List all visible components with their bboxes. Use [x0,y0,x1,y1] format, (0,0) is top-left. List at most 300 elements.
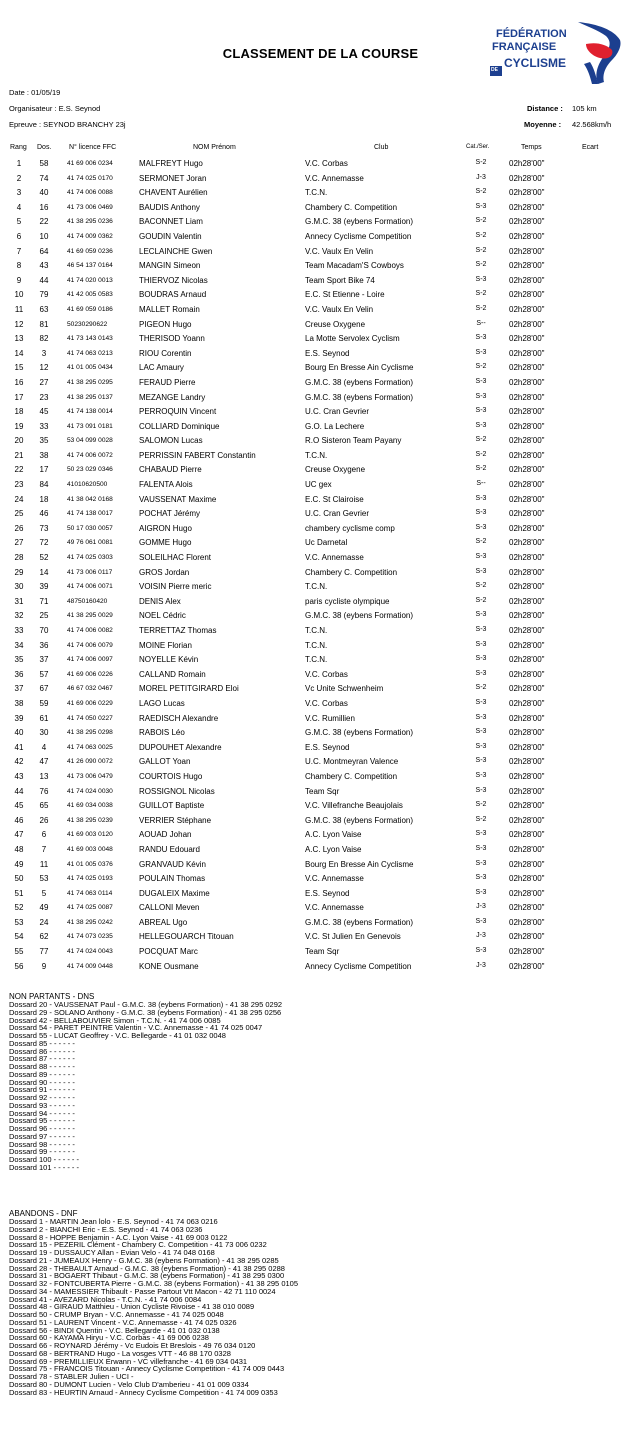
licence-cell: 41 01 005 0434 [67,364,113,372]
rank-cell: 30 [14,582,24,592]
category-cell: S-3 [475,377,487,385]
dnf-line: Dossard 56 - BINDI Quentin - V.C. Bellegarde - 41 01 032 0138 [9,1325,220,1335]
dns-line: Dossard 55 - LUCAT Geoffrey - V.C. Bellegarde - 41 01 032 0048 [9,1031,226,1040]
bib-cell: 67 [39,684,49,694]
category-cell: S-3 [475,392,487,400]
table-row [0,391,641,406]
rank-cell: 4 [16,202,22,212]
club-cell: V.C. Annemasse [305,553,364,563]
club-cell: Annecy Cyclisme Competition [305,231,412,241]
time-cell: 02h28'00" [509,290,545,300]
rank-cell: 17 [14,392,24,402]
bib-cell: 11 [39,859,49,869]
rank-cell: 44 [14,786,24,796]
rider-name-cell: GALLOT Yoan [139,757,191,767]
table-row [0,682,641,697]
category-cell: S-3 [475,859,487,867]
race-event: Epreuve : SEYNOD BRANCHY 23j [9,120,126,129]
dns-line: Dossard 94 - - - - - - [9,1108,75,1118]
rank-cell: 13 [14,334,24,344]
category-cell: S-3 [475,917,487,925]
dns-line: Dossard 85 - - - - - - [9,1038,75,1048]
rank-cell: 54 [14,932,24,942]
rider-name-cell: SALOMON Lucas [139,436,203,446]
col-rang: Rang [10,144,27,151]
club-cell: Creuse Oxygene [305,319,366,329]
licence-cell: 41 74 063 0025 [67,743,113,751]
club-cell: G.M.C. 38 (eybens Formation) [305,728,414,738]
table-row [0,930,641,945]
category-cell: S-3 [475,669,487,677]
dnf-line: Dossard 60 - KAYAMA Hiryu - V.C. Corbas - 41 69 006 0238 [9,1333,209,1343]
bib-cell: 52 [39,553,49,563]
dns-line: Dossard 90 - - - - - - [9,1077,75,1087]
table-row [0,755,641,770]
licence-cell: 41 74 025 0170 [67,174,113,182]
table-row [0,887,641,902]
col-nom: NOM Prénom [193,144,236,151]
time-cell: 02h28'00" [509,275,545,285]
rider-name-cell: MALLET Romain [139,304,200,314]
rank-cell: 55 [14,947,24,957]
club-cell: G.M.C. 38 (eybens Formation) [305,815,414,825]
licence-cell: 48750160420 [67,597,108,605]
category-cell: S-3 [475,509,487,517]
table-row [0,843,641,858]
licence-cell: 41 69 003 0120 [67,831,113,839]
bib-cell: 74 [39,173,49,183]
bib-cell: 81 [39,319,49,329]
rank-cell: 3 [16,188,22,198]
dns-line: Dossard 101 - - - - - - [9,1162,80,1172]
rank-cell: 35 [14,655,24,665]
rider-name-cell: BOUDRAS Arnaud [139,290,207,300]
table-row [0,507,641,522]
table-row [0,201,641,216]
rank-cell: 39 [14,713,24,723]
licence-cell: 50 17 030 0057 [67,524,113,532]
rider-name-cell: MEZANGE Landry [139,392,206,402]
rank-cell: 18 [14,407,24,417]
rider-name-cell: POULAIN Thomas [139,874,206,884]
licence-cell: 41010620500 [67,481,108,489]
table-row [0,551,641,566]
rider-name-cell: ROSSIGNOL Nicolas [139,786,215,796]
rider-name-cell: VOISIN Pierre meric [139,582,212,592]
bib-cell: 47 [39,757,49,767]
dns-line: Dossard 20 - VAUSSENAT Paul - G.M.C. 38 (eybens Formation) - 41 38 295 0292 [9,1000,283,1009]
rider-name-cell: GROS Jordan [139,567,190,577]
rider-name-cell: CALLONI Meven [139,903,200,913]
bib-cell: 40 [39,188,49,198]
time-cell: 02h28'00" [509,436,545,446]
rank-cell: 22 [14,465,24,475]
rank-cell: 6 [16,231,22,241]
category-cell: S-3 [475,348,487,356]
time-cell: 02h28'00" [509,932,545,942]
dns-line: Dossard 95 - - - - - - [9,1116,75,1126]
time-cell: 02h28'00" [509,494,545,504]
logo-line-1: FÉDÉRATION [496,28,567,40]
moyenne-value: 42.568km/h [572,120,612,129]
time-cell: 02h28'00" [509,698,545,708]
rider-name-cell: BACONNET Liam [139,217,203,227]
club-cell: Chambery C. Competition [305,771,398,781]
club-cell: U.C. Montmeyran Valence [305,757,399,767]
rider-name-cell: LAGO Lucas [139,698,185,708]
dnf-line: Dossard 75 - FRANCOIS Titouan - Annecy Cyclisme Competition - 41 74 009 0443 [9,1364,285,1374]
bib-cell: 35 [39,436,49,446]
bib-cell: 62 [39,932,49,942]
dnf-section [9,1209,298,1396]
time-cell: 02h28'00" [509,626,545,635]
rider-name-cell: VAUSSENAT Maxime [139,494,217,504]
rank-cell: 42 [14,757,24,767]
bib-cell: 45 [39,407,49,417]
club-cell: V.C. Annemasse [305,173,364,183]
bib-cell: 71 [39,596,49,606]
table-row [0,172,641,187]
licence-cell: 41 69 006 0234 [67,160,113,167]
bib-cell: 63 [39,304,49,314]
table-row [0,814,641,829]
rider-name-cell: CALLAND Romain [139,669,206,679]
rider-name-cell: RIOU Corentin [139,348,192,358]
bib-cell: 23 [39,392,49,402]
rider-name-cell: RANDU Edouard [139,844,200,854]
dnf-line: Dossard 2 - BIANCHI Eric - E.S. Seynod - 41 74 063 0236 [9,1224,203,1234]
table-row [0,726,641,741]
logo-line-2: FRANÇAISE [492,41,557,53]
category-cell: S-2 [475,596,487,604]
time-cell: 02h28'00" [509,655,545,665]
licence-cell: 41 73 006 0469 [67,203,113,211]
bib-cell: 39 [39,582,49,592]
dns-line: Dossard 29 - SOLANO Anthony - G.M.C. 38 (eybens Formation) - 41 38 295 0256 [9,1007,282,1017]
category-cell: S-3 [475,742,487,750]
bib-cell: 65 [39,801,49,811]
category-cell: S-3 [475,728,487,736]
bib-cell: 33 [39,421,49,431]
category-cell: S-- [476,480,486,488]
dns-line: Dossard 99 - - - - - - [9,1147,75,1157]
rider-name-cell: AOUAD Johan [139,830,192,840]
time-cell: 02h28'00" [509,304,545,314]
rank-cell: 2 [16,173,22,183]
club-cell: R.O Sisteron Team Payany [305,436,402,446]
table-row [0,697,641,712]
club-cell: E.C. St Clairoise [305,494,364,504]
table-row [0,566,641,581]
bib-cell: 30 [39,728,49,738]
club-cell: paris cycliste olympique [305,596,390,606]
time-cell: 02h28'00" [509,567,545,577]
rider-name-cell: GOUDIN Valentin [139,231,202,241]
table-row [0,361,641,376]
licence-cell: 41 38 295 0236 [67,218,113,226]
table-row [0,580,641,595]
time-cell: 02h28'00" [509,728,545,738]
club-cell: T.C.N. [305,188,328,198]
rider-name-cell: THERISOD Yoann [139,334,205,344]
rank-cell: 12 [14,319,24,329]
time-cell: 02h28'00" [509,771,545,781]
club-cell: V.C. St Julien En Genevois [305,932,401,942]
time-cell: 02h28'00" [509,801,545,811]
rank-cell: 38 [14,698,24,708]
time-cell: 02h28'00" [509,188,545,198]
bib-cell: 49 [39,903,49,913]
club-cell: UC gex [305,480,332,490]
rider-name-cell: NOEL Cédric [139,611,186,621]
bib-cell: 38 [39,450,49,460]
bib-cell: 82 [39,334,49,344]
club-cell: U.C. Cran Gevrier [305,407,370,417]
rider-name-cell: FALENTA Alois [139,480,193,490]
rider-name-cell: GRANVAUD Kévin [139,859,206,869]
category-cell: S-2 [475,465,487,473]
rider-name-cell: NOYELLE Kévin [139,655,199,665]
category-cell: S-- [476,319,486,327]
licence-cell: 41 69 059 0186 [67,305,113,313]
category-cell: S-2 [475,231,487,239]
licence-cell: 41 74 006 0079 [67,641,113,649]
licence-cell: 50 23 029 0346 [67,466,113,474]
rank-cell: 36 [14,669,24,679]
time-cell: 02h28'00" [509,669,545,679]
rank-cell: 43 [14,771,24,781]
dns-line: Dossard 87 - - - - - - [9,1054,75,1064]
table-row [0,332,641,347]
bib-cell: 70 [39,626,49,635]
table-row [0,872,641,887]
col-ecart: Ecart [582,144,599,151]
time-cell: 02h28'00" [509,348,545,358]
licence-cell: 41 74 050 0227 [67,714,113,722]
rider-name-cell: DENIS Alex [139,596,181,606]
category-cell: S-3 [475,334,487,342]
table-row [0,434,641,449]
time-cell: 02h28'00" [509,217,545,227]
col-cat: Cat./Ser. [466,144,490,150]
table-row [0,522,641,537]
category-cell: S-3 [475,698,487,706]
moyenne-label: Moyenne : [524,120,562,129]
category-cell: S-3 [475,888,487,896]
category-cell: S-2 [475,290,487,298]
table-row [0,536,641,551]
licence-cell: 41 38 295 0242 [67,918,113,926]
race-date: Date : 01/05/19 [9,88,61,97]
dnf-line: Dossard 31 - BOGAERT Thibaut - G.M.C. 38 (eybens Formation) - 41 38 295 0300 [9,1271,285,1281]
rider-name-cell: AIGRON Hugo [139,523,192,533]
club-cell: V.C. Corbas [305,159,348,168]
page-title: CLASSEMENT DE LA COURSE [222,46,419,61]
licence-cell: 46 54 137 0164 [67,262,113,270]
table-row [0,609,641,624]
time-cell: 02h28'00" [509,888,545,898]
table-row [0,960,641,975]
licence-cell: 41 74 025 0303 [67,554,113,562]
time-cell: 02h28'00" [509,684,545,694]
dns-title: NON PARTANTS - DNS [9,992,95,1001]
rider-name-cell: HELLEGOUARCH Titouan [139,932,234,942]
rider-name-cell: LAC Amaury [139,363,184,373]
table-row [0,712,641,727]
dns-section [9,992,282,1172]
time-cell: 02h28'00" [509,509,545,519]
rank-cell: 23 [14,480,24,490]
results-table [0,157,641,974]
licence-cell: 41 74 138 0014 [67,408,113,416]
club-cell: V.C. Villefranche Beaujolais [305,801,403,811]
time-cell: 02h28'00" [509,713,545,723]
licence-cell: 41 74 009 0448 [67,962,113,970]
rank-cell: 53 [14,917,24,927]
bib-cell: 7 [41,844,47,854]
time-cell: 02h28'00" [509,874,545,884]
rider-name-cell: FERAUD Pierre [139,377,196,387]
category-cell: S-2 [475,582,487,590]
bib-cell: 13 [39,771,49,781]
bib-cell: 79 [39,290,49,300]
table-row [0,245,641,260]
bib-cell: 3 [41,348,47,358]
dns-line: Dossard 100 - - - - - - [9,1155,80,1164]
rider-name-cell: GOMME Hugo [139,538,192,548]
table-row [0,595,641,610]
club-cell: Team Sqr [305,947,340,957]
rank-cell: 10 [14,290,24,300]
rider-name-cell: BAUDIS Anthony [139,202,200,212]
bib-cell: 84 [39,480,49,490]
bib-cell: 44 [39,275,49,285]
licence-cell: 41 69 006 0229 [67,699,113,707]
rank-cell: 25 [14,509,24,519]
col-club: Club [374,144,389,151]
dns-line: Dossard 97 - - - - - - [9,1131,75,1141]
club-cell: V.C. Corbas [305,669,348,679]
category-cell: S-2 [475,436,487,444]
logo-de: DE [491,67,498,73]
club-cell: T.C.N. [305,626,328,635]
club-cell: T.C.N. [305,450,328,460]
club-cell: G.M.C. 38 (eybens Formation) [305,917,414,927]
licence-cell: 46 67 032 0467 [67,685,113,693]
licence-cell: 41 73 006 0117 [67,568,113,576]
club-cell: V.C. Rumillien [305,713,355,723]
rank-cell: 41 [14,742,24,752]
bib-cell: 73 [39,523,49,533]
table-row [0,916,641,931]
rank-cell: 32 [14,611,24,621]
club-cell: V.C. Annemasse [305,874,364,884]
category-cell: S-3 [475,523,487,531]
licence-cell: 41 74 138 0017 [67,510,113,518]
bib-cell: 4 [41,742,47,752]
category-cell: S-3 [475,771,487,779]
category-cell: S-2 [475,801,487,809]
rank-cell: 11 [14,304,24,314]
rider-name-cell: LECLAINCHE Gwen [139,246,213,256]
time-cell: 02h28'00" [509,261,545,271]
table-row [0,215,641,230]
club-cell: V.C. Corbas [305,698,348,708]
bib-cell: 36 [39,640,49,650]
bib-cell: 24 [39,917,49,927]
distance-label: Distance : [527,104,563,113]
dns-line: Dossard 89 - - - - - - [9,1069,75,1079]
rider-name-cell: COURTOIS Hugo [139,771,203,781]
dnf-line: Dossard 21 - JUMEAUX Henry - G.M.C. 38 (eybens Formation) - 41 38 295 0285 [9,1255,279,1265]
logo-line-3: CYCLISME [504,56,567,70]
time-cell: 02h28'00" [509,538,545,548]
club-cell: T.C.N. [305,640,328,650]
rank-cell: 37 [14,684,24,694]
club-cell: A.C. Lyon Vaise [305,830,362,840]
club-cell: E.S. Seynod [305,888,350,898]
time-cell: 02h28'00" [509,202,545,212]
category-cell: S-3 [475,786,487,794]
category-cell: S-2 [475,363,487,371]
table-row [0,770,641,785]
time-cell: 02h28'00" [509,830,545,840]
rider-name-cell: MANGIN Simeon [139,261,201,271]
club-cell: V.C. Annemasse [305,903,364,913]
licence-cell: 50230290622 [67,320,108,328]
distance-value: 105 km [572,104,597,113]
licence-cell: 41 74 006 0097 [67,656,113,664]
table-row [0,653,641,668]
dnf-line: Dossard 1 - MARTIN Jean lolo - E.S. Seynod - 41 74 063 0216 [9,1217,218,1226]
category-cell: S-3 [475,567,487,575]
licence-cell: 41 69 059 0236 [67,247,113,255]
club-cell: G.M.C. 38 (eybens Formation) [305,217,414,227]
category-cell: S-2 [475,246,487,254]
category-cell: S-2 [475,261,487,269]
licence-cell: 41 38 295 0298 [67,729,113,737]
club-cell: V.C. Vaulx En Velin [305,246,374,256]
licence-cell: 49 76 061 0081 [67,539,113,547]
time-cell: 02h28'00" [509,859,545,869]
dnf-line: Dossard 32 - FONTCUBERTA Pierre - G.M.C. 38 (eybens Formation) - 41 38 295 0105 [9,1279,298,1288]
time-cell: 02h28'00" [509,159,545,168]
category-cell: S-2 [475,815,487,823]
category-cell: S-3 [475,757,487,765]
rider-name-cell: DUGALEIX Maxime [139,888,210,898]
licence-cell: 41 74 020 0013 [67,276,113,284]
bib-cell: 22 [39,217,49,227]
dnf-line: Dossard 19 - DUSSAUCY Allan - Evian Velo - 41 74 048 0168 [9,1248,215,1257]
time-cell: 02h28'00" [509,480,545,490]
bib-cell: 12 [39,363,49,373]
table-row [0,420,641,435]
table-row [0,741,641,756]
rider-name-cell: RAEDISCH Alexandre [139,713,219,723]
table-row [0,901,641,916]
time-cell: 02h28'00" [509,917,545,927]
licence-cell: 41 73 143 0143 [67,335,113,343]
rank-cell: 16 [14,377,24,387]
time-cell: 02h28'00" [509,640,545,650]
rank-cell: 7 [16,246,22,256]
dnf-line: Dossard 51 - LAURENT Vincent - V.C. Annemasse - 41 74 025 0326 [9,1317,237,1327]
time-cell: 02h28'00" [509,377,545,387]
dns-line: Dossard 42 - BELLABOUVIER Simon - T.C.N. - 41 74 006 0085 [9,1015,221,1025]
club-cell: E.S. Seynod [305,742,350,752]
licence-cell: 41 74 009 0362 [67,232,113,240]
dnf-line: Dossard 80 - DUMONT Lucien - Velo Club D'amberieu - 41 01 009 0334 [9,1379,249,1389]
